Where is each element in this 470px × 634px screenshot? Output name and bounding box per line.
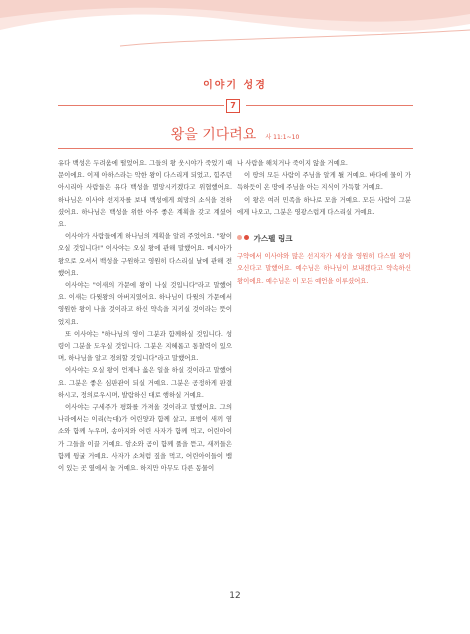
left-column (58, 157, 232, 474)
gospel-link-heading (237, 233, 411, 245)
section-header: 이야기 성경 (203, 80, 267, 91)
paragraph: 또 이사야는 "하나님의 영이 그분과 함께하실 것입니다. 성령이 그분을 도우실 것입니다. 그분은 지혜롭고 통찰력이 있으며, 하나님을 알고 경외할 것입니다"라고 말했어요. (58, 329, 232, 363)
paragraph: 유다 백성은 두려움에 떨었어요. 그들의 왕 웃시야가 죽었기 때문이에요. 이제 아하스라는 악한 왕이 다스리게 되었고, 힘주던 아시리아 사람들은 유다 백성을 멸망시키겠다고 위협했어요. 하나님은 이사야 선지자를 보내 백성에게 희망의 소식을 전하셨어요. 하나님은 백성을 위한 아주 좋은 계획을 갖고 계셨어요. (58, 159, 232, 229)
paragraph: 나 사람을 해치거나 죽이지 않을 거예요. (237, 159, 348, 167)
lesson-number-badge: 7 (226, 99, 240, 113)
paragraph: 이사야는 "이새의 가문에 왕이 나실 것입니다"라고 말했어요. 이새는 다윗왕의 아버지였어요. 하나님이 다윗의 가문에서 영원한 왕이 나올 것이라고 하신 약속을 지키실 것이라는 뜻이었지요. (58, 281, 232, 326)
paragraph: 이사야는 오실 왕이 언제나 옳은 일을 하실 것이라고 말했어요. 그분은 좋은 심판관이 되실 거예요. 그분은 공정하게 판결하시고, 정의로우시며, 발람하신 대로 행하실 거예요. (58, 366, 232, 399)
dot-icon (244, 235, 249, 240)
paragraph: 이 땅의 모든 사람이 주님을 알게 될 거예요. 바다에 물이 가득하듯이 온 땅에 주님을 아는 지식이 가득할 거예요. (237, 171, 411, 192)
scripture-reference: 사 11:1~10 (265, 134, 300, 141)
title-divider (58, 148, 413, 149)
paragraph: 이사야가 사람들에게 하나님의 계획을 알려 주었어요. "왕이 오실 것입니다!" 이사야는 오실 왕에 관해 말했어요. 메시아가 왕으로 오셔서 백성을 구원하고 영원히 다스리실 날에 관해 전했어요. (58, 232, 232, 277)
dot-icon (237, 235, 242, 240)
page-number: 12 (229, 591, 241, 601)
paragraph: 이사야는 구세주가 평화를 가져올 것이라고 말했어요. 그의 나라에서는 이리(늑대)가 어린양과 함께 살고, 표범이 새끼 염소와 함께 누우며, 송아지와 어린 사자가 함께 먹고, 어린아이가 그들을 이끌 거예요. 암소와 곰이 함께 풀을 뜯고, 새끼들은 함께 뒹굴 거예요. 사자가 소처럼 짚을 먹고, 어린아이들이 뱀이 있는 곳 옆에서 놀 거예요. 하지만 아무도 다른 동물이 (58, 403, 232, 473)
title-text: 왕을 기다려요 (170, 127, 257, 143)
gospel-link-text: 구약에서 이사야와 많은 선지자가 세상을 영원히 다스릴 왕이 오신다고 말했어요. 예수님은 하나님이 보내겠다고 약속하신 왕이에요. 예수님은 이 모든 예언을 이루셨어요. (237, 252, 411, 285)
gospel-link-title: 가스펠 링크 (253, 234, 293, 244)
right-column (237, 157, 411, 287)
paragraph: 이 왕은 여러 민족을 하나로 모을 거예요. 모든 사람이 그분에게 나오고, 그분은 영광스럽게 다스리실 거예요. (237, 195, 411, 216)
decorative-wave-banner (0, 0, 470, 60)
story-title (0, 124, 470, 144)
